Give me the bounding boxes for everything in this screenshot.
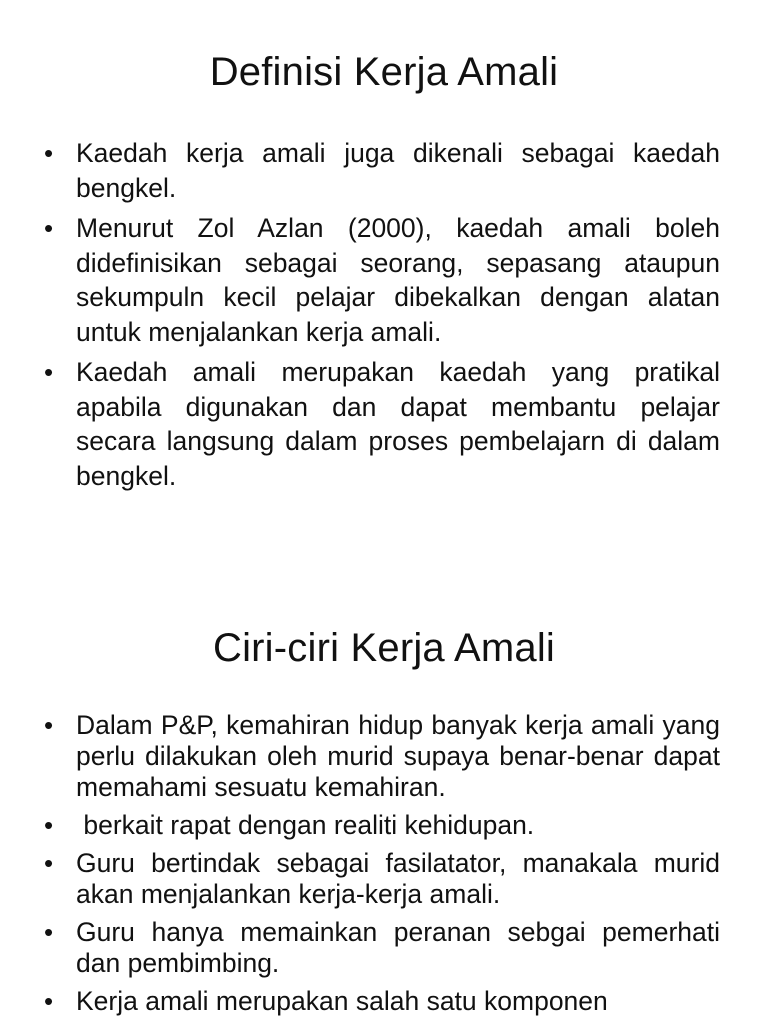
list-item — [44, 917, 720, 979]
bullet-icon: • — [44, 138, 54, 168]
bullet-icon: • — [44, 810, 54, 840]
list-item — [44, 355, 720, 493]
slide-title: Definisi Kerja Amali — [209, 50, 559, 94]
bullet-text: Kaedah kerja amali juga dikenali sebagai kaedah bengkel. — [76, 138, 720, 203]
bullet-list — [44, 136, 720, 499]
bullet-text: Menurut Zol Azlan (2000), kaedah amali boleh didefinisikan sebagai seorang, sepasang ataupun sekumpuln kecil pelajar dibekalkan dengan alatan untuk menjalankan kerja amali. — [76, 213, 720, 347]
bullet-icon: • — [44, 848, 54, 878]
bullet-text: Guru hanya memainkan peranan sebgai pemerhati dan pembimbing. — [76, 917, 720, 978]
slide-ciri-ciri — [0, 600, 768, 1024]
bullet-text: berkait rapat dengan realiti kehidupan. — [76, 810, 535, 840]
bullet-text: Kaedah amali merupakan kaedah yang pratikal apabila digunakan dan dapat membantu pelajar secara langsung dalam proses pembelajarn di dalam bengkel. — [76, 357, 720, 491]
bullet-list — [44, 710, 720, 1024]
bullet-icon: • — [44, 710, 54, 740]
list-item — [44, 848, 720, 910]
list-item — [44, 810, 720, 841]
bullet-text: Dalam P&P, kemahiran hidup banyak kerja amali yang perlu dilakukan oleh murid supaya benar-benar dapat memahami sesuatu kemahiran. — [76, 710, 720, 802]
bullet-icon: • — [44, 986, 54, 1016]
list-item — [44, 136, 720, 205]
bullet-text: Guru bertindak sebagai fasilatator, manakala murid akan menjalankan kerja-kerja amali. — [76, 848, 720, 909]
bullet-icon: • — [44, 213, 54, 243]
bullet-icon: • — [44, 357, 54, 387]
bullet-text: Kerja amali merupakan salah satu komponen — [76, 986, 608, 1016]
list-item — [44, 710, 720, 803]
bullet-icon: • — [44, 917, 54, 947]
list-item — [44, 211, 720, 349]
list-item — [44, 986, 720, 1017]
slide-title: Ciri-ciri Kerja Amali — [212, 626, 555, 670]
